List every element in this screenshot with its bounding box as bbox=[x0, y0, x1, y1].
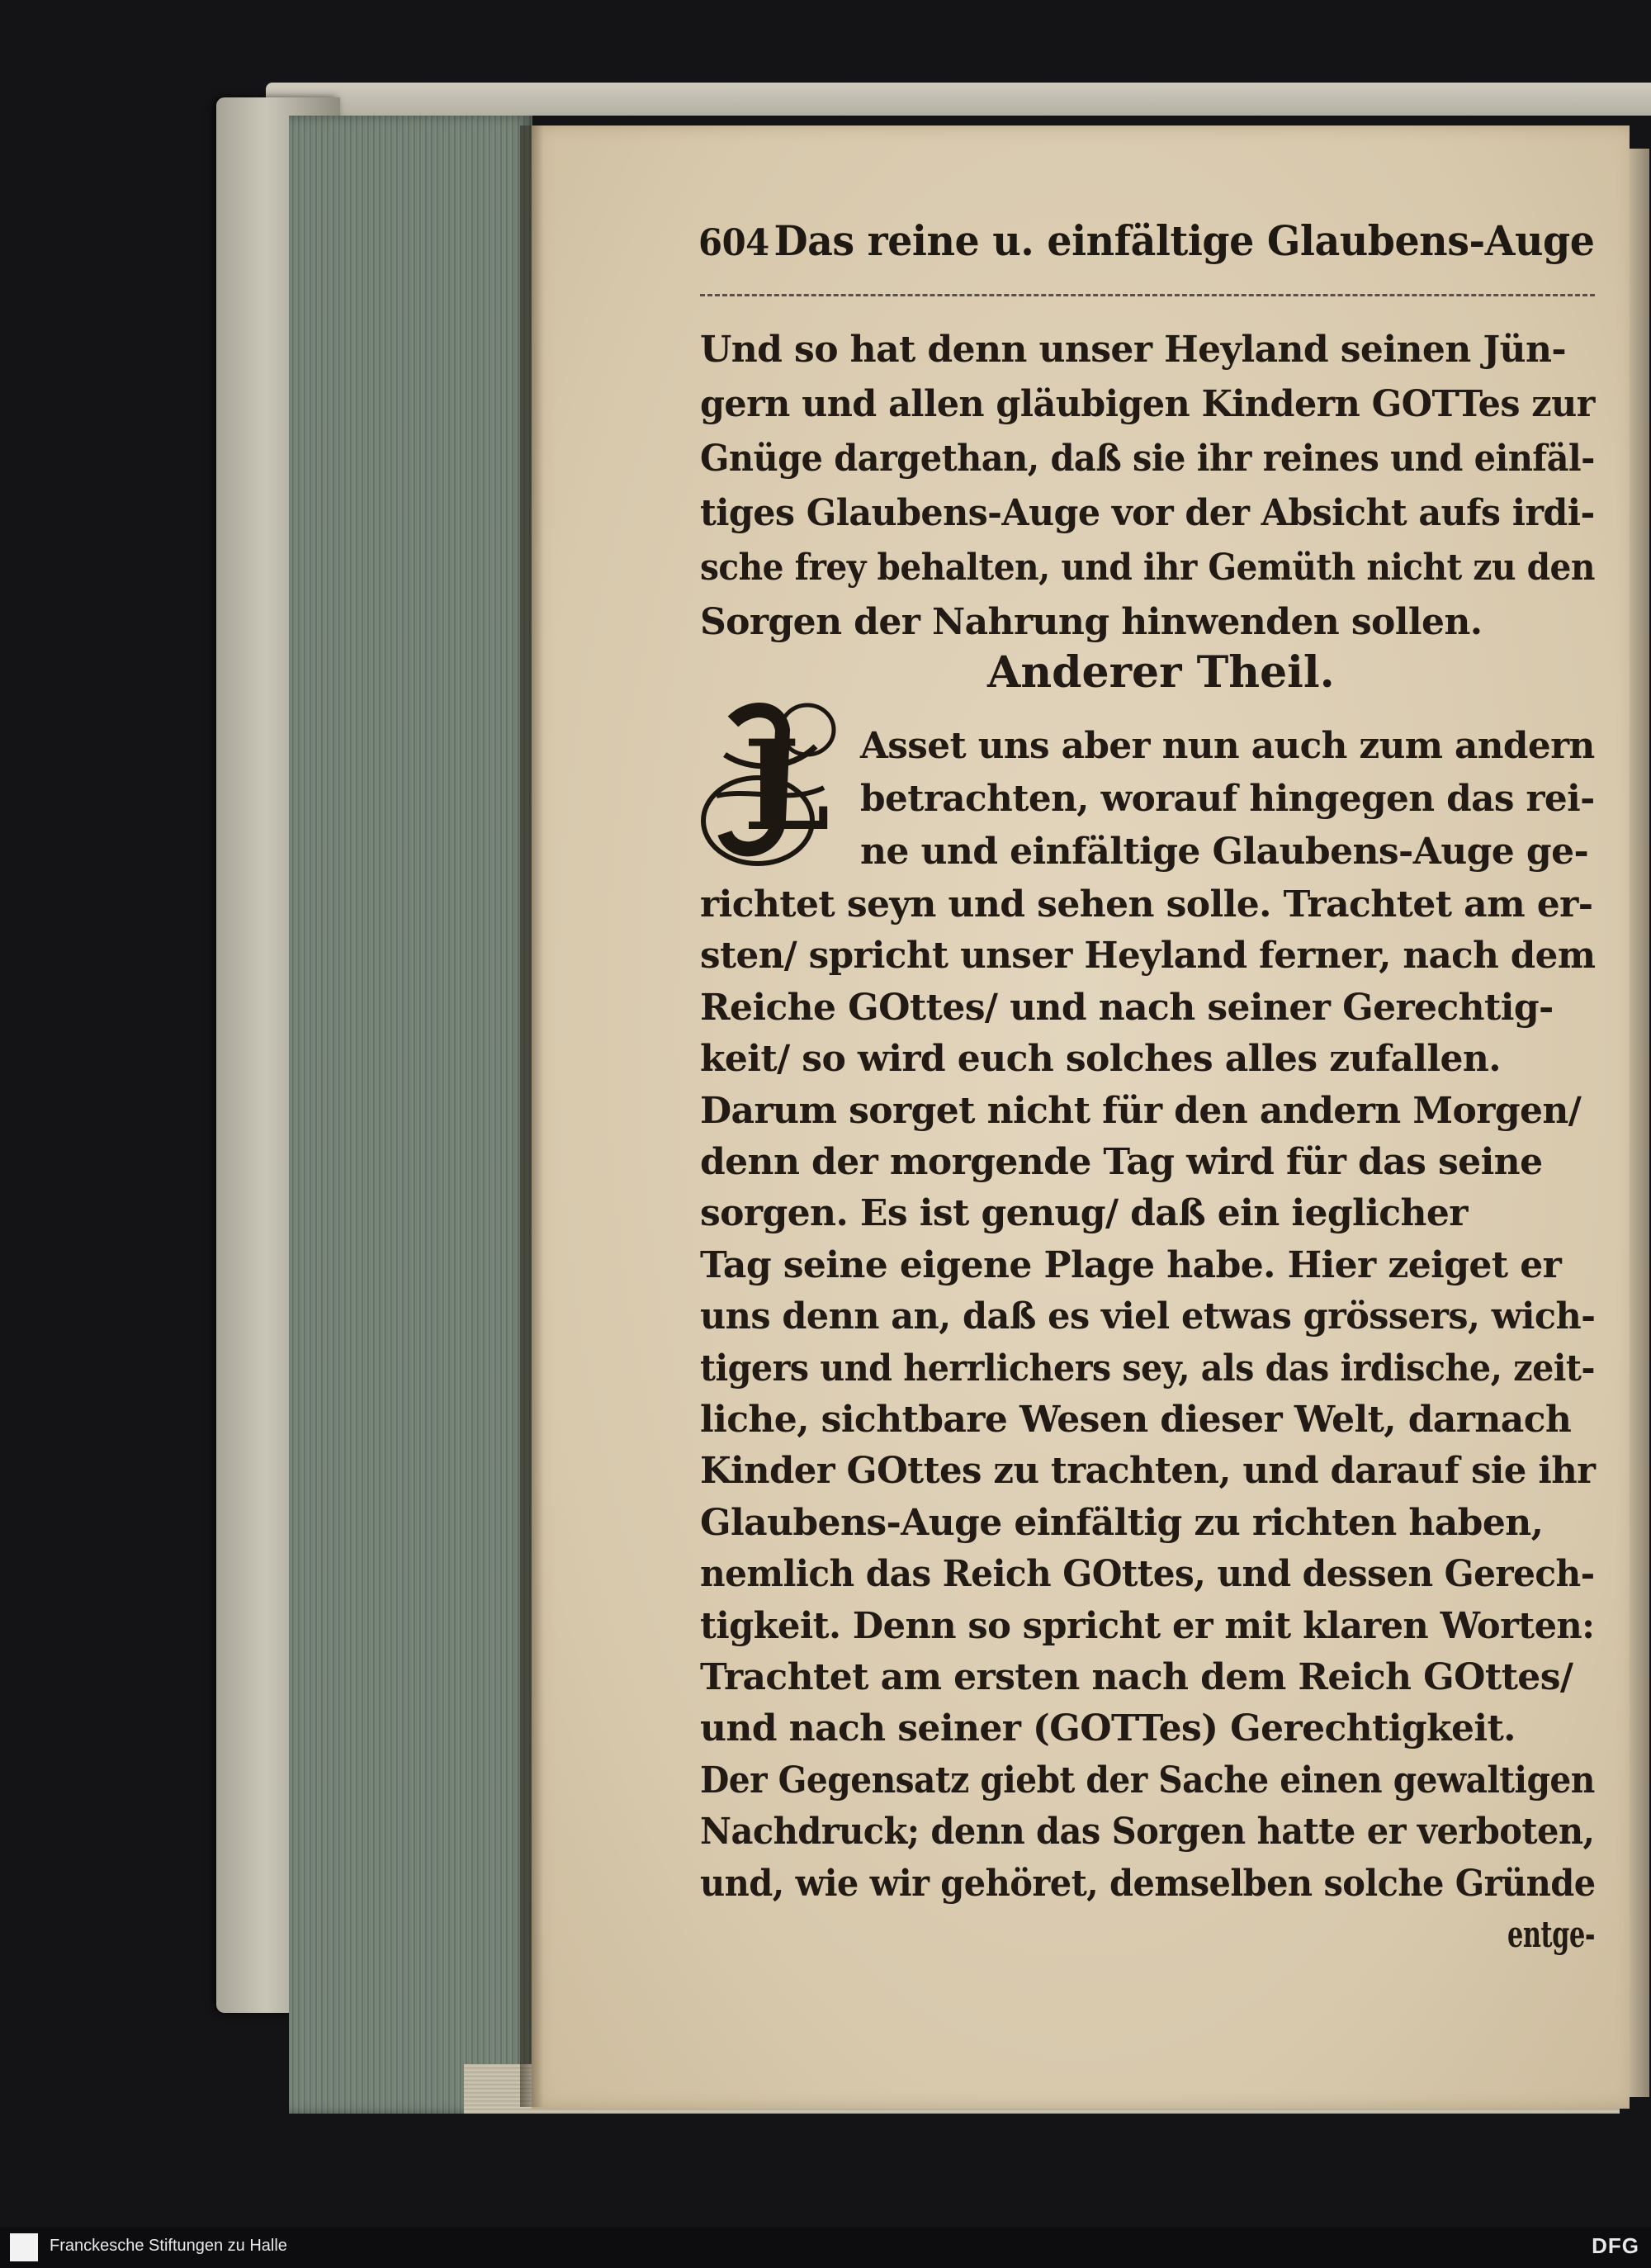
page-right-edge bbox=[1630, 149, 1649, 2097]
text-line: richtet seyn und sehen solle. Trachtet am er- bbox=[700, 883, 1593, 926]
gutter-shadow bbox=[520, 125, 543, 2107]
text-line: denn der morgende Tag wird für das seine bbox=[700, 1141, 1543, 1183]
book-cover-top-edge bbox=[266, 83, 1651, 116]
text-line: Kinder GOttes zu trachten, und darauf sie ihr bbox=[700, 1450, 1596, 1493]
sponsor-logo: DFG bbox=[1592, 2233, 1639, 2258]
header-rule bbox=[700, 294, 1595, 296]
text-line: tigkeit. Denn so spricht er mit klaren Worten: bbox=[700, 1604, 1595, 1647]
text-line: tiges Glaubens-Auge vor der Absicht aufs irdi- bbox=[700, 492, 1595, 534]
catchword: entge- bbox=[1507, 1914, 1596, 1956]
book-page-edges bbox=[289, 116, 532, 2114]
text-line: sche frey behalten, und ihr Gemüth nicht zu den bbox=[700, 547, 1595, 589]
initial-letter-ornament-icon bbox=[700, 697, 840, 870]
text-line: Asset uns aber nun auch zum andern bbox=[860, 725, 1595, 767]
text-line: Gnüge dargethan, daß sie ihr reines und einfäl- bbox=[700, 438, 1595, 480]
text-line: Glaubens-Auge einfältig zu richten haben, bbox=[700, 1501, 1544, 1544]
institution-name: Franckesche Stiftungen zu Halle bbox=[50, 2237, 287, 2255]
viewer-footer bbox=[0, 2227, 1651, 2268]
text-line: Nachdruck; denn das Sorgen hatte er verboten, bbox=[700, 1811, 1595, 1854]
text-line: Tag seine eigene Plage habe. Hier zeiget er bbox=[700, 1243, 1562, 1286]
text-line: nemlich das Reich GOttes, und dessen Gerech- bbox=[700, 1553, 1595, 1596]
text-line: liche, sichtbare Wesen dieser Welt, darnach bbox=[700, 1399, 1572, 1441]
text-line: Trachtet am ersten nach dem Reich GOttes/ bbox=[700, 1656, 1573, 1698]
section-title: Anderer Theil. bbox=[987, 647, 1335, 698]
text-line: uns denn an, daß es viel etwas grössers, wich- bbox=[700, 1295, 1596, 1338]
text-line: Reiche GOttes/ und nach seiner Gerechtig- bbox=[700, 986, 1554, 1029]
initial-letter: L bbox=[743, 713, 830, 859]
text-line: tigers und herrlichers sey, als das irdische, zeit- bbox=[700, 1347, 1595, 1390]
text-line: Darum sorget nicht für den andern Morgen/ bbox=[700, 1089, 1582, 1132]
text-line: und nach seiner (GOTTes) Gerechtigkeit. bbox=[700, 1707, 1516, 1750]
text-line: betrachten, worauf hingegen das rei- bbox=[860, 778, 1595, 820]
running-title: Das reine u. einfältige Glaubens-Auge bbox=[773, 216, 1595, 265]
text-line: Sorgen der Nahrung hinwenden sollen. bbox=[700, 601, 1483, 643]
decorated-initial bbox=[700, 697, 840, 870]
text-line: sten/ spricht unser Heyland ferner, nach dem bbox=[700, 935, 1596, 978]
running-header bbox=[698, 216, 1595, 274]
text-line: und, wie wir gehöret, demselben solche Gründe bbox=[700, 1862, 1596, 1905]
text-line: ne und einfältige Glaubens-Auge ge- bbox=[860, 831, 1589, 873]
institution-logo-icon bbox=[10, 2233, 38, 2261]
text-line: Der Gegensatz giebt der Sache einen gewaltigen bbox=[700, 1759, 1595, 1802]
text-line: keit/ so wird euch solches alles zufallen. bbox=[700, 1038, 1501, 1081]
text-line: Und so hat denn unser Heyland seinen Jün- bbox=[700, 329, 1566, 371]
text-line: gern und allen gläubigen Kindern GOTTes zur bbox=[700, 383, 1595, 425]
text-line: sorgen. Es ist genug/ daß ein ieglicher bbox=[700, 1192, 1468, 1235]
page-number: 604 bbox=[698, 222, 769, 264]
